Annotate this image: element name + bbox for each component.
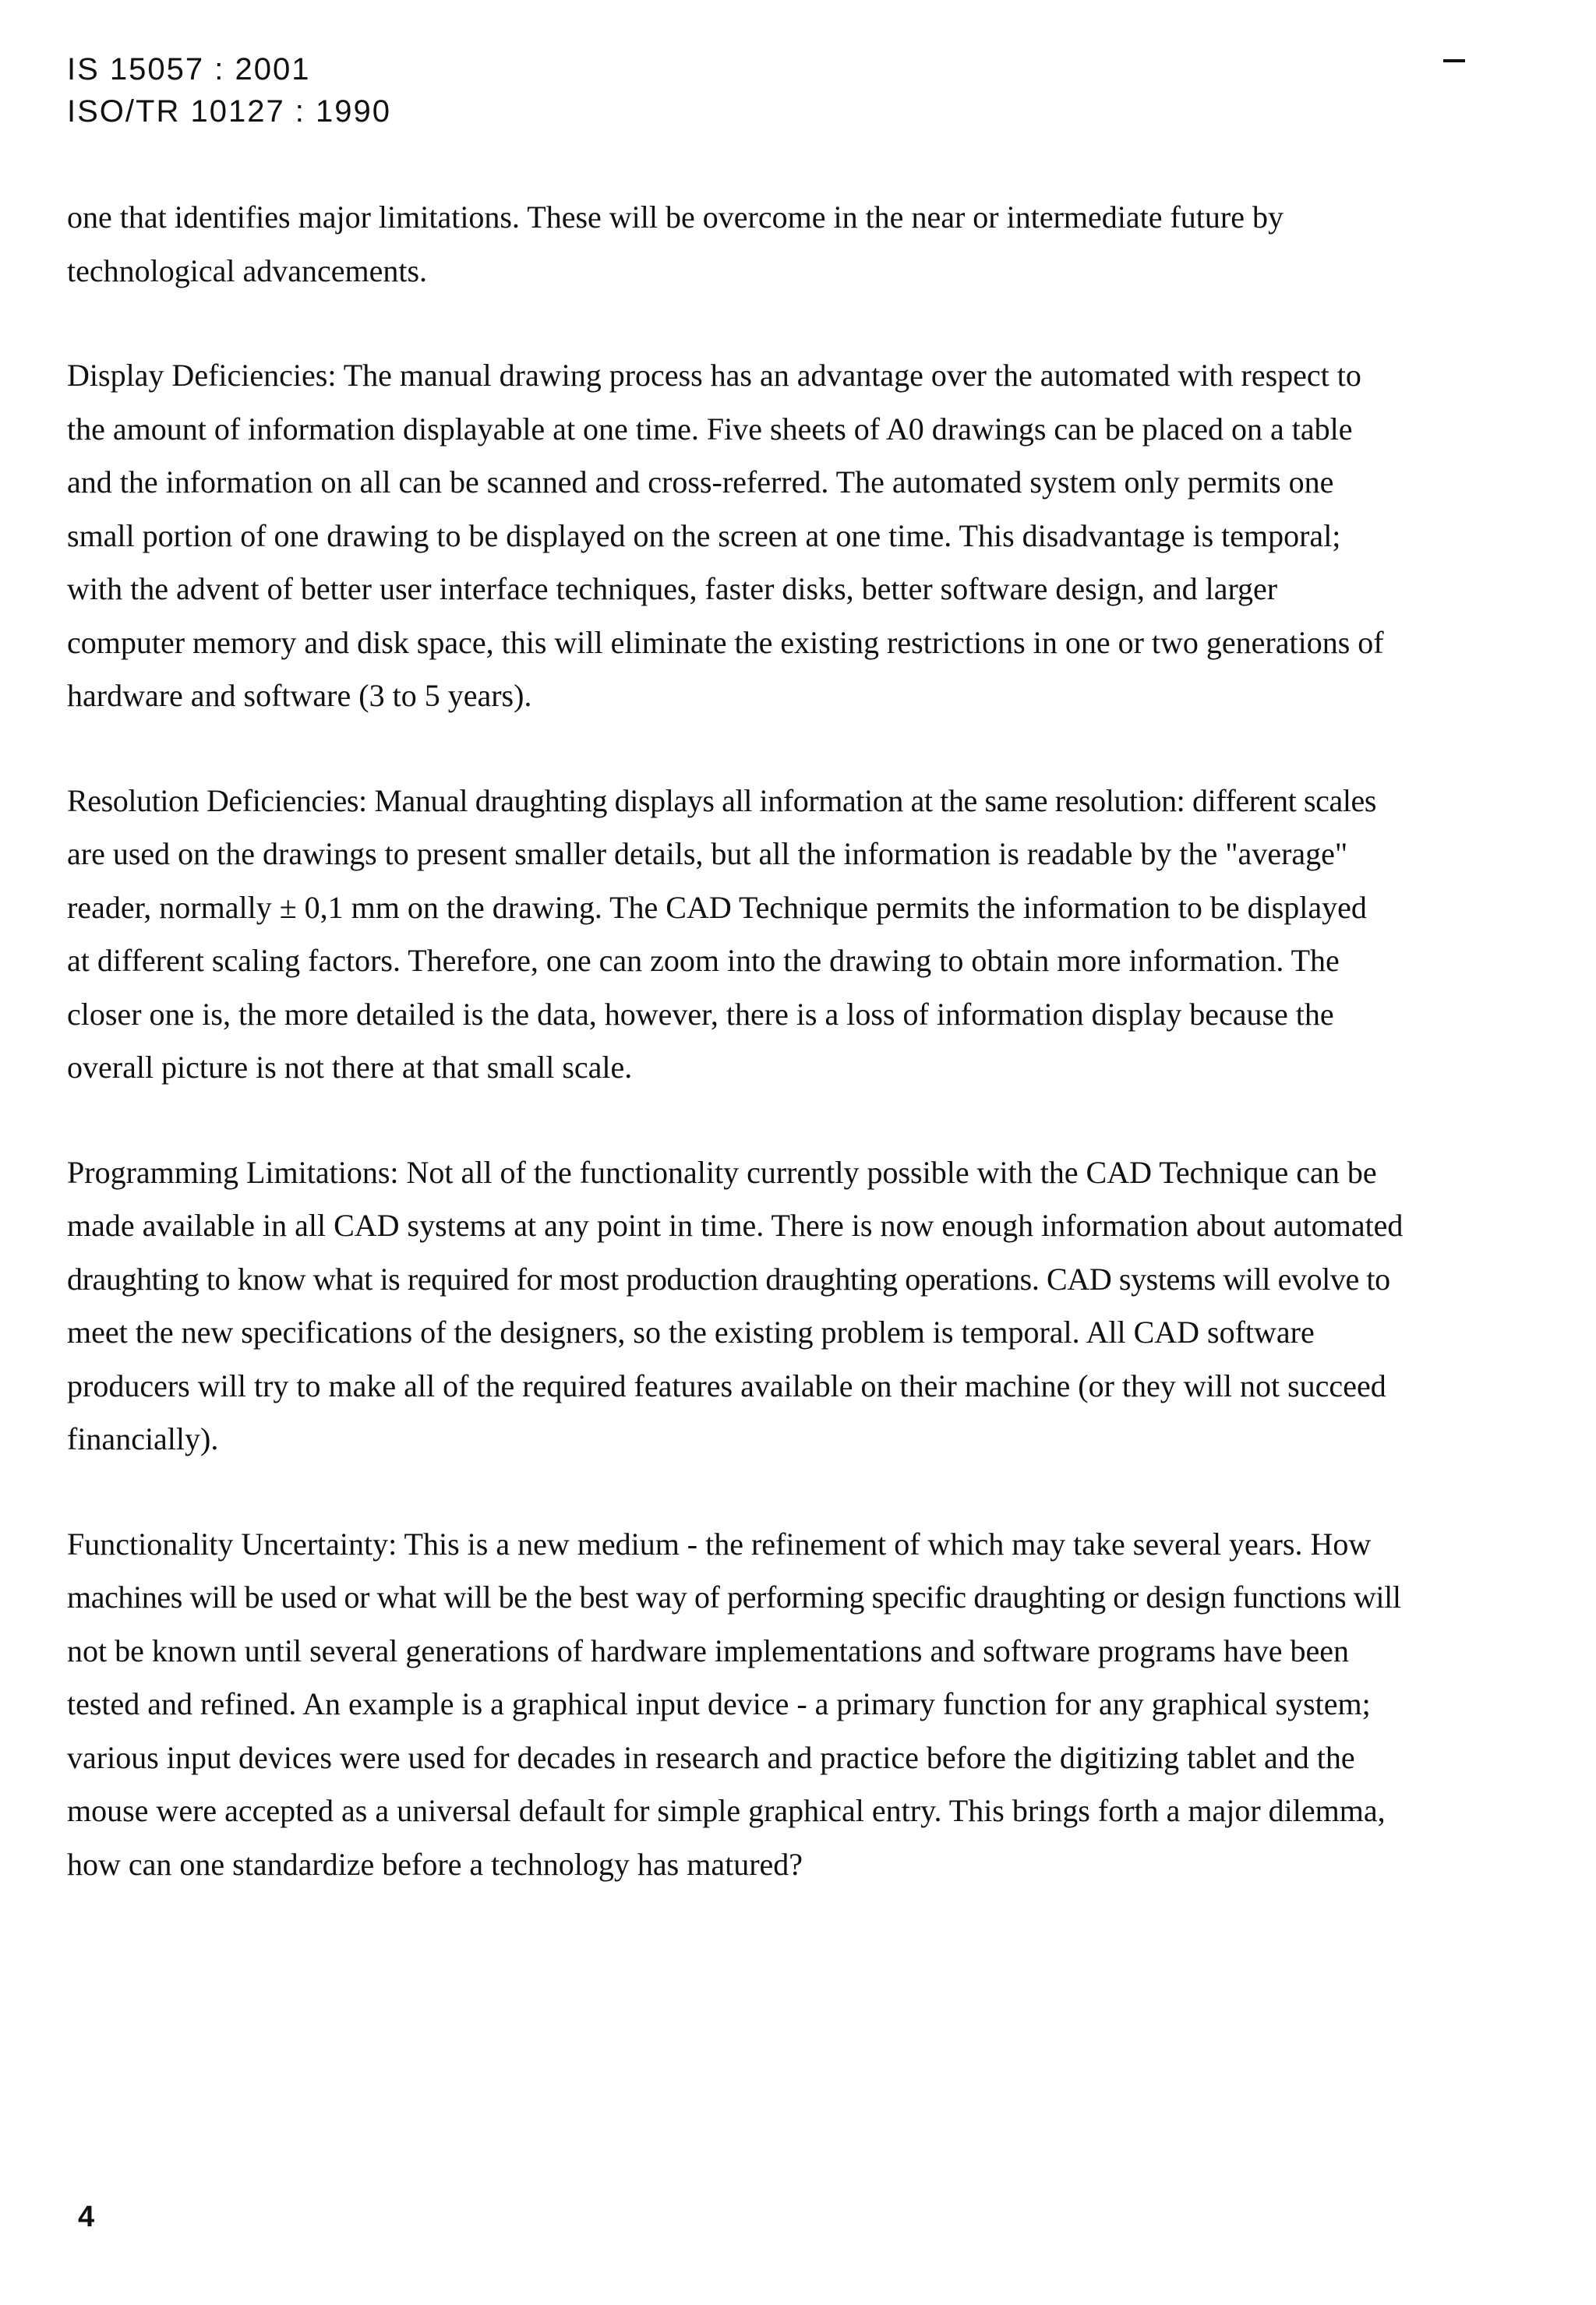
text-line: reader, normally ± 0,1 mm on the drawing. The CAD Technique permits the information to be displayed xyxy=(67,889,1367,925)
text-line: one that identifies major limitations. These will be overcome in the near or intermediate future by xyxy=(67,199,1284,235)
text-line: mouse were accepted as a universal default for simple graphical entry. This brings forth a major dilemma, xyxy=(67,1793,1386,1828)
text-line: are used on the drawings to present smaller details, but all the information is readable by the "average" xyxy=(67,836,1348,871)
text-line: Programming Limitations: Not all of the functionality currently possible with the CAD Technique can be xyxy=(67,1154,1377,1190)
text-line: small portion of one drawing to be displayed on the screen at one time. This disadvantage is temporal; xyxy=(67,517,1341,553)
header-mark xyxy=(1443,59,1465,62)
body-text xyxy=(67,191,1548,1943)
text-line: Resolution Deficiencies: Manual draughting displays all information at the same resolution: different scales xyxy=(67,782,1377,818)
text-line: technological advancements. xyxy=(67,252,428,288)
text-line: closer one is, the more detailed is the data, however, there is a loss of information display because the xyxy=(67,996,1334,1032)
text-line: the amount of information displayable at one time. Five sheets of A0 drawings can be placed on a table xyxy=(67,411,1353,447)
text-line: hardware and software (3 to 5 years). xyxy=(67,678,532,713)
text-line: at different scaling factors. Therefore, one can zoom into the drawing to obtain more information. The xyxy=(67,943,1340,978)
text-line: how can one standardize before a technology has matured? xyxy=(67,1846,803,1882)
text-line: various input devices were used for decades in research and practice before the digitizing tablet and the xyxy=(67,1739,1355,1775)
document-header xyxy=(67,48,391,132)
paragraph-functionality-uncertainty xyxy=(67,1518,1548,1892)
text-line: not be known until several generations of hardware implementations and software programs have been xyxy=(67,1633,1350,1668)
text-line: tested and refined. An example is a graphical input device - a primary function for any graphical system; xyxy=(67,1686,1371,1721)
paragraph-intro xyxy=(67,191,1548,298)
text-line: made available in all CAD systems at any point in time. There is now enough information about automated xyxy=(67,1208,1404,1243)
text-line: machines will be used or what will be the best way of performing specific draughting or design functions will xyxy=(67,1580,1401,1615)
iso-reference: ISO/TR 10127 : 1990 xyxy=(67,94,392,129)
text-line: financially). xyxy=(67,1421,219,1456)
text-line: with the advent of better user interface techniques, faster disks, better software design, and larger xyxy=(67,571,1278,606)
page-number: 4 xyxy=(78,2201,95,2233)
text-line: overall picture is not there at that small scale. xyxy=(67,1050,633,1085)
paragraph-display-deficiencies xyxy=(67,349,1548,723)
text-line: computer memory and disk space, this will eliminate the existing restrictions in one or two generations of xyxy=(67,624,1384,660)
text-line: producers will try to make all of the required features available on their machine (or they will not succeed xyxy=(67,1368,1386,1403)
text-line: draughting to know what is required for most production draughting operations. CAD systems will evolve to xyxy=(67,1261,1390,1297)
paragraph-resolution-deficiencies xyxy=(67,775,1548,1095)
text-line: Functionality Uncertainty: This is a new medium - the refinement of which may take several years. How xyxy=(67,1526,1372,1562)
text-line: and the information on all can be scanned and cross-referred. The automated system only permits one xyxy=(67,464,1334,499)
standard-number: IS 15057 : 2001 xyxy=(67,52,311,86)
text-line: Display Deficiencies: The manual drawing process has an advantage over the automated with respect to xyxy=(67,358,1361,393)
text-line: meet the new specifications of the designers, so the existing problem is temporal. All CAD software xyxy=(67,1315,1315,1350)
paragraph-programming-limitations xyxy=(67,1146,1548,1467)
